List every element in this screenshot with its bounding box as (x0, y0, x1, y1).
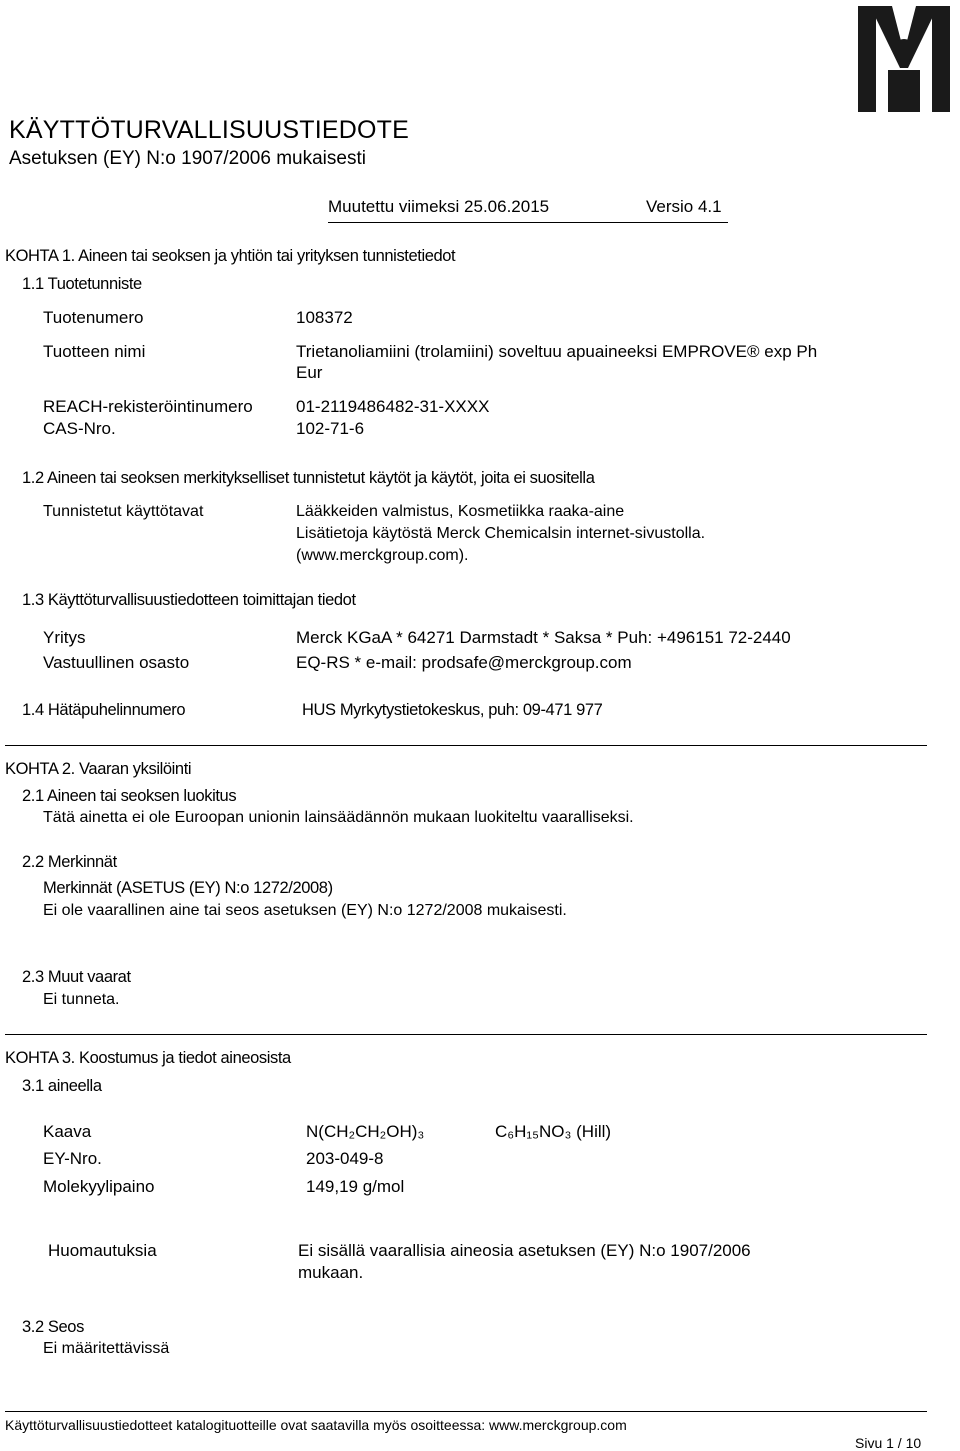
section-3-heading: KOHTA 3. Koostumus ja tiedot aineosista (5, 1049, 291, 1067)
classification-text: Tätä ainetta ei ole Euroopan unionin lainsäädännön mukaan luokiteltu vaaralliseksi. (43, 809, 634, 826)
product-name-value-cont: Eur (296, 363, 323, 382)
formula-value: N(CH₂CH₂OH)₃ (306, 1122, 425, 1141)
identified-uses-label: Tunnistetut käyttötavat (43, 503, 204, 520)
labelling-subheading: Merkinnät (ASETUS (EY) N:o 1272/2008) (43, 879, 333, 897)
section-1-3-heading: 1.3 Käyttöturvallisuustiedotteen toimittajan tiedot (22, 591, 356, 609)
cas-number-value: 102-71-6 (296, 419, 365, 438)
section-2-2-heading: 2.2 Merkinnät (22, 853, 117, 871)
header-rule (328, 222, 728, 223)
labelling-text: Ei ole vaarallinen aine tai seos asetuksen (EY) N:o 1272/2008 mukaisesti. (43, 902, 567, 919)
cas-number-label: CAS-Nro. (43, 419, 116, 438)
ec-number-value: 203-049-8 (306, 1149, 384, 1168)
identified-uses-line: Lisätietoja käytöstä Merck Chemicalsin internet-sivustolla. (296, 525, 706, 542)
reach-number-value: 01-2119486482-31-XXXX (296, 397, 490, 416)
remarks-label: Huomautuksia (48, 1241, 157, 1260)
section-1-2-heading: 1.2 Aineen tai seoksen merkitykselliset tunnistetut käytöt ja käytöt, joita ei suositella (22, 469, 595, 487)
company-label: Yritys (43, 628, 86, 647)
reach-number-label: REACH-rekisteröintinumero (43, 397, 253, 416)
section-rule (5, 745, 927, 746)
company-value: Merck KGaA * 64271 Darmstadt * Saksa * Puh: +496151 72-2440 (296, 628, 791, 647)
version-number: Versio 4.1 (646, 197, 722, 216)
ec-number-label: EY-Nro. (43, 1149, 102, 1168)
section-2-heading: KOHTA 2. Vaaran yksilöinti (5, 760, 192, 778)
remarks-line: Ei sisällä vaarallisia aineosia asetuksen (EY) N:o 1907/2006 (298, 1241, 751, 1260)
identified-uses-line: Lääkkeiden valmistus, Kosmetiikka raaka-aine (296, 503, 625, 520)
section-1-1-heading: 1.1 Tuotetunniste (22, 275, 142, 293)
footer-rule (5, 1411, 927, 1412)
product-name-value: Trietanoliamiini (trolamiini) soveltuu apuaineeksi EMPROVE® exp Ph (296, 342, 818, 361)
document-subtitle: Asetuksen (EY) N:o 1907/2006 mukaisesti (9, 148, 366, 169)
merck-m-logo-icon (852, 6, 956, 112)
remarks-line: mukaan. (298, 1263, 364, 1282)
emergency-phone-value: HUS Myrkytystietokeskus, puh: 09-471 977 (302, 701, 603, 719)
identified-uses-line: (www.merckgroup.com). (296, 547, 469, 564)
molecular-weight-value: 149,19 g/mol (306, 1177, 405, 1196)
section-rule (5, 1034, 927, 1035)
document-title: KÄYTTÖTURVALLISUUSTIEDOTE (9, 116, 409, 144)
section-3-2-heading: 3.2 Seos (22, 1318, 84, 1336)
product-number-label: Tuotenumero (43, 308, 144, 327)
section-1-4-heading: 1.4 Hätäpuhelinnumero (22, 701, 186, 719)
revised-date: Muutettu viimeksi 25.06.2015 (328, 197, 550, 216)
page-number: Sivu 1 / 10 (855, 1435, 922, 1451)
mixture-text: Ei määritettävissä (43, 1340, 170, 1357)
section-2-1-heading: 2.1 Aineen tai seoksen luokitus (22, 787, 237, 805)
section-2-3-heading: 2.3 Muut vaarat (22, 968, 131, 986)
department-label: Vastuullinen osasto (43, 653, 190, 672)
product-name-label: Tuotteen nimi (43, 342, 146, 361)
section-3-1-heading: 3.1 aineella (22, 1077, 102, 1095)
section-1-heading: KOHTA 1. Aineen tai seoksen ja yhtiön tai yrityksen tunnistetiedot (5, 247, 456, 265)
footer-text: Käyttöturvallisuustiedotteet katalogituotteille ovat saatavilla myös osoitteessa: www.merckgroup.com (5, 1417, 627, 1433)
product-number-value: 108372 (296, 308, 353, 327)
department-value: EQ-RS * e-mail: prodsafe@merckgroup.com (296, 653, 632, 672)
molecular-weight-label: Molekyylipaino (43, 1177, 155, 1196)
formula-label: Kaava (43, 1122, 92, 1141)
other-hazards-text: Ei tunneta. (43, 991, 120, 1008)
hill-formula-value: C₆H₁₅NO₃ (Hill) (495, 1122, 612, 1141)
